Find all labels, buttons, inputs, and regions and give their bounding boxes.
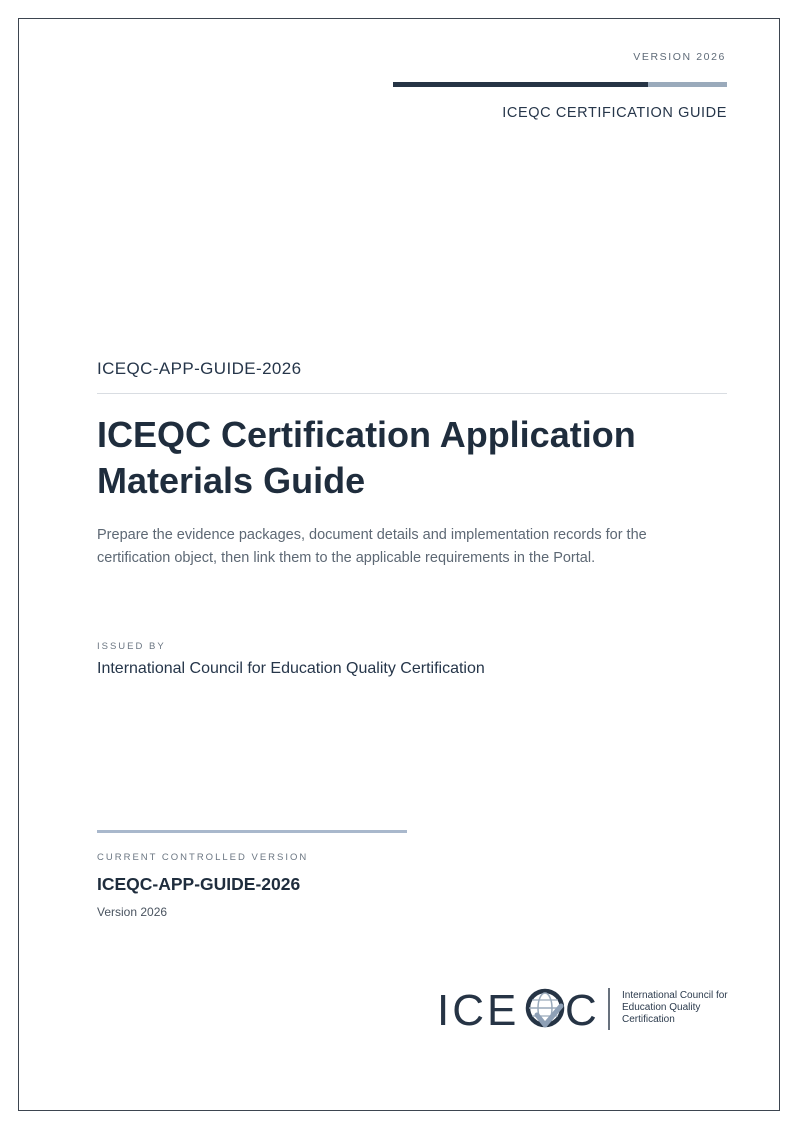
divider <box>97 393 727 394</box>
logo-caption-line: Certification <box>622 1014 675 1025</box>
controlled-version-number: Version 2026 <box>97 905 168 919</box>
issuer-name: International Council for Education Quality Certification <box>97 660 485 677</box>
logo-wordmark-ice: ICE <box>437 986 520 1035</box>
logo-caption <box>622 990 728 1026</box>
header-bar-light-segment <box>648 82 727 87</box>
document-subtitle: Prepare the evidence packages, document details and implementation records for the certification object, then link them to the applicable requirements in the Portal. <box>97 527 647 566</box>
header-bar-dark-segment <box>393 82 648 87</box>
logo-caption-line: International Council for <box>622 990 728 1001</box>
version-label: VERSION 2026 <box>633 51 726 63</box>
logo-wordmark-c: C <box>565 986 597 1035</box>
version-divider <box>97 830 407 833</box>
controlled-version-label: CURRENT CONTROLLED VERSION <box>97 852 309 863</box>
logo-caption-line: Education Quality <box>622 1002 701 1013</box>
issued-by-label: ISSUED BY <box>97 641 166 652</box>
controlled-version-code: ICEQC-APP-GUIDE-2026 <box>97 874 301 894</box>
document-title: ICEQC Certification Application Materials Guide <box>97 414 636 501</box>
header-accent-bar <box>393 82 727 87</box>
guide-label: ICEQC CERTIFICATION GUIDE <box>502 105 727 121</box>
document-code: ICEQC-APP-GUIDE-2026 <box>97 359 302 378</box>
globe-check-icon <box>528 991 562 1025</box>
